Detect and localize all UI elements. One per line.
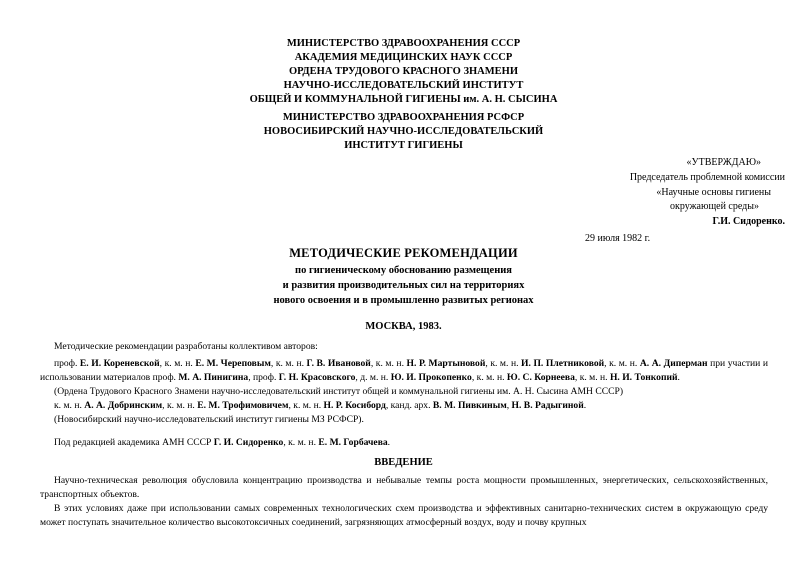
text: , к. м. н. [288, 400, 324, 411]
authors-intro [40, 340, 768, 354]
text: проф. [54, 358, 80, 369]
header-line: НОВОСИБИРСКИЙ НАУЧНО-ИССЛЕДОВАТЕЛЬСКИЙ [263, 126, 544, 137]
header-line: ИНСТИТУТ ГИГИЕНЫ [344, 140, 463, 151]
text: , к. м. н. [370, 358, 407, 369]
text: , [506, 400, 512, 411]
author-name: И. П. Плетниковой [521, 358, 605, 369]
authors-intro-text: Методические рекомендации разработаны коллективом авторов: [54, 341, 318, 352]
editor-name: Г. И. Сидоренко [213, 437, 284, 448]
author-name: А. А. Диперман [639, 358, 708, 369]
approval-line: окружающей среды» [670, 201, 759, 213]
header-line: НАУЧНО-ИССЛЕДОВАТЕЛЬСКИЙ ИНСТИТУТ [283, 80, 524, 91]
text: . [677, 372, 680, 383]
approval-signer: Г.И. Сидоренко. [712, 216, 785, 228]
intro-paragraph: В этих условиях даже при использовании самых современных технологических схем производства и эффективных санитарно-технических систем в окружающую среду может поступать значительное количество высокотоксичных соединений, загрязняющих атмосферный воздух, воду и почву крупных [40, 503, 768, 528]
author-name: А. А. Добринским [84, 400, 163, 411]
editors-line [40, 436, 768, 450]
header-rsfsr [0, 111, 807, 153]
intro-paragraph: Научно-техническая революция обусловила концентрацию производства и небывалые темпы роста мощности промышленных, энергетических, сельскохозяйственных, транспортных объектов. [40, 475, 768, 500]
org-rsfsr: (Новосибирский научно-исследовательский институт гигиены МЗ РСФСР). [54, 414, 364, 425]
text: . [583, 400, 587, 411]
intro-heading: ВВЕДЕНИЕ [374, 457, 433, 468]
subtitle-line: по гигиеническому обоснованию размещения [295, 265, 512, 276]
text: , к. м. н. [471, 372, 507, 383]
text: , к. м. н. [574, 372, 610, 383]
intro-text [40, 474, 768, 530]
city-year: МОСКВА, 1983. [365, 321, 442, 332]
author-name: Г. В. Ивановой [306, 358, 371, 369]
approval-stamp: «УТВЕРЖДАЮ» [686, 157, 761, 168]
editor-name: Е. М. Горбачева [318, 437, 388, 448]
org-ussr: (Ордена Трудового Красного Знамени научно-исследовательский институт общей и коммунальной гигиены им. А. Н. Сысина АМН СССР) [54, 386, 624, 397]
text: при участии и использовании материалов проф. [40, 358, 768, 383]
subtitle-line: нового освоения и в промышленно развитых регионах [273, 295, 534, 306]
text: , к. м. н. [162, 400, 198, 411]
header-line: ОБЩЕЙ И КОММУНАЛЬНОЙ ГИГИЕНЫ им. А. Н. СЫСИНА [249, 94, 558, 105]
approval-date: 29 июля 1982 г. [585, 232, 651, 244]
header-line: АКАДЕМИЯ МЕДИЦИНСКИХ НАУК СССР [294, 52, 513, 63]
subtitle-line: и развития производительных сил на территориях [282, 280, 525, 291]
author-name: М. А. Пинигина [178, 372, 249, 383]
document-subtitle [0, 263, 807, 308]
author-name: Н. В. Радыгиной [511, 400, 584, 411]
document-title: МЕТОДИЧЕСКИЕ РЕКОМЕНДАЦИИ [289, 246, 518, 260]
author-name: Н. Р. Мартыновой [406, 358, 486, 369]
authors-list-2 [40, 399, 768, 413]
text: , к. м. н. [270, 358, 307, 369]
author-name: Ю. И. Прокопенко [390, 372, 472, 383]
author-name: Г. Н. Красовского [278, 372, 356, 383]
author-name: Е. М. Трофимовичем [197, 400, 289, 411]
text: , к. м. н. [283, 437, 319, 448]
text: , проф. [248, 372, 279, 383]
text: , канд. арх. [385, 400, 433, 411]
author-name: Е. М. Череповым [195, 358, 271, 369]
header-line: МИНИСТЕРСТВО ЗДРАВООХРАНЕНИЯ РСФСР [282, 112, 525, 123]
header-line: МИНИСТЕРСТВО ЗДРАВООХРАНЕНИЯ СССР [286, 38, 521, 49]
text: , к. м. н. [604, 358, 640, 369]
text: , д. м. н. [355, 372, 391, 383]
authors-block [40, 357, 768, 427]
text: . [387, 437, 391, 448]
author-name: Ю. С. Корнеева [506, 372, 575, 383]
header-ussr [0, 37, 807, 107]
text: к. м. н. [54, 400, 85, 411]
authors-list [40, 357, 768, 385]
author-name: Н. Р. Косиборд [323, 400, 386, 411]
author-name: Н. И. Тонкопий [609, 372, 678, 383]
editors [40, 436, 768, 450]
author-name: В. М. Пивкиным [432, 400, 507, 411]
approval-line: Председатель проблемной комиссии [629, 171, 785, 183]
header-line: ОРДЕНА ТРУДОВОГО КРАСНОГО ЗНАМЕНИ [288, 66, 519, 77]
approval-line: «Научные основы гигиены [656, 186, 771, 198]
text: Под редакцией академика АМН СССР [54, 437, 214, 448]
text: , к. м. н. [485, 358, 522, 369]
approval-block [585, 156, 785, 247]
text: , к. м. н. [159, 358, 196, 369]
author-name: Е. И. Кореневской [79, 358, 160, 369]
